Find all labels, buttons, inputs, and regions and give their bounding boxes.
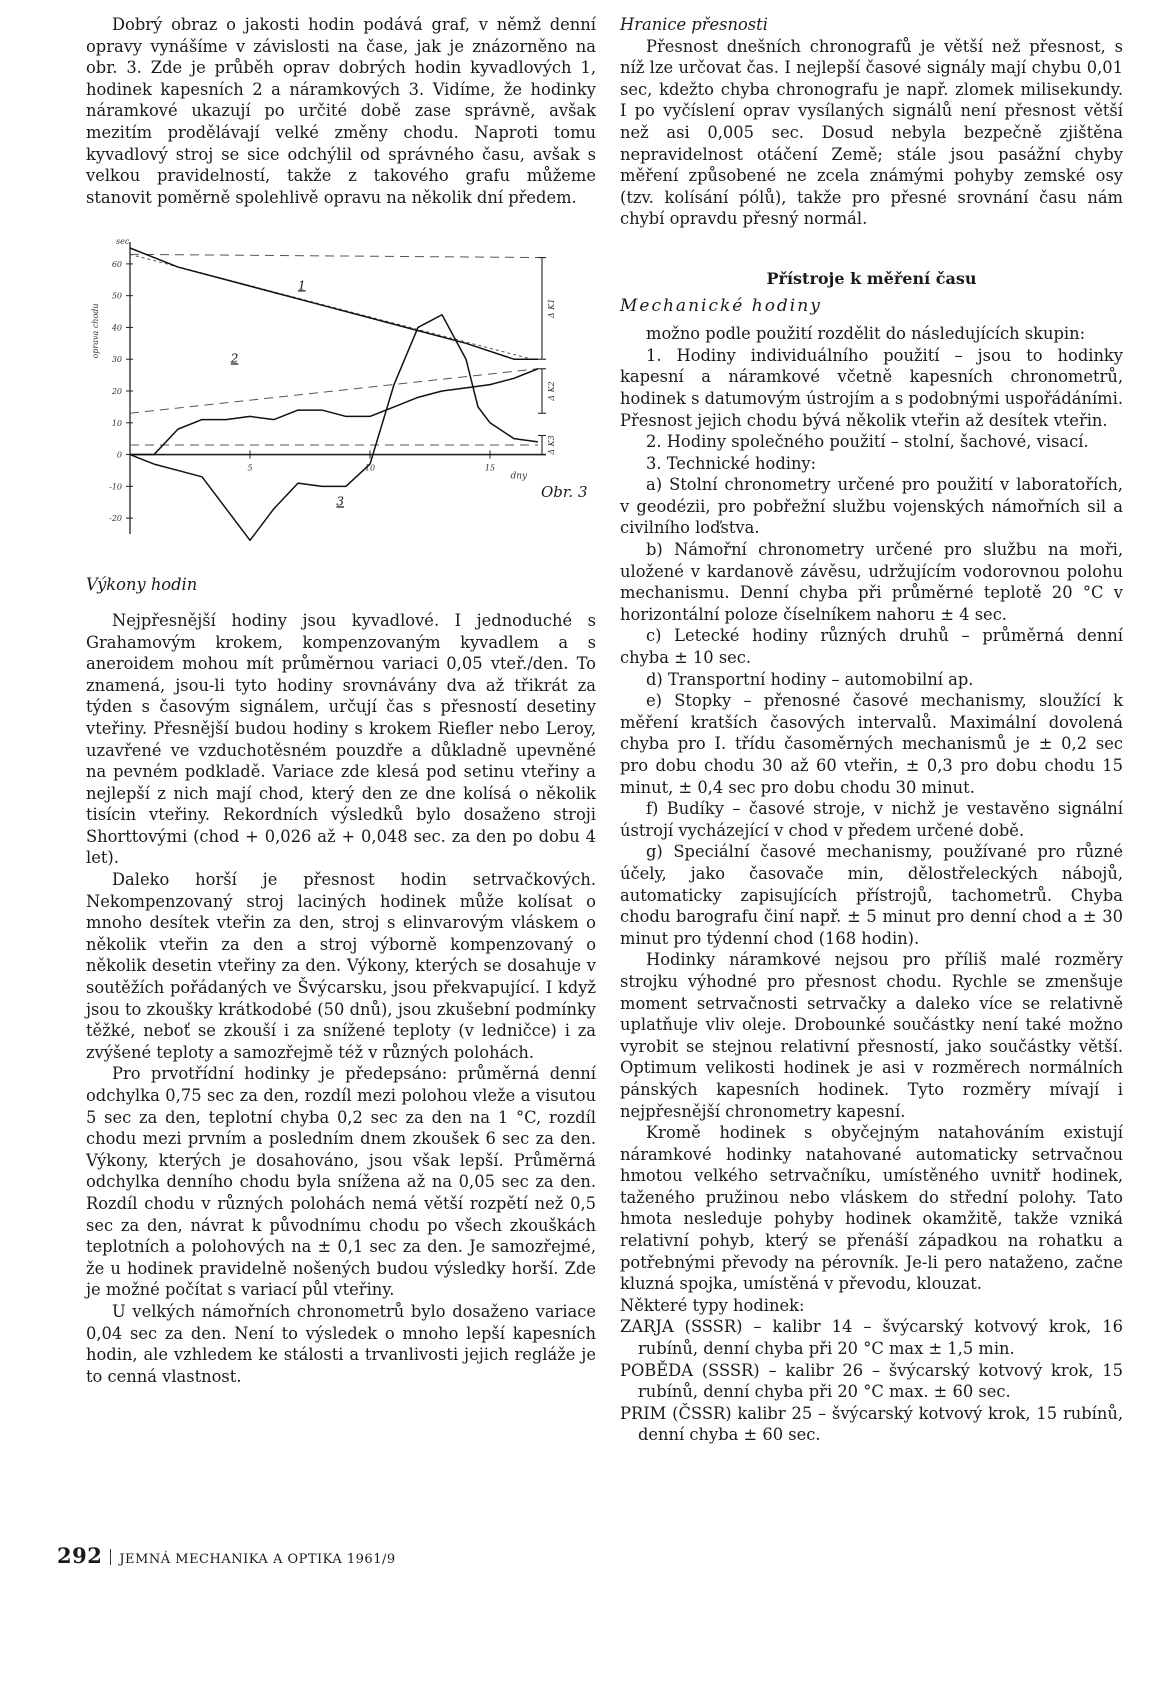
list-item: 1. Hodiny individuálního použití – jsou to hodinky kapesní a náramkové včetně kapesních chronometrů, hodinek s datumovým ústrojím a s podobnými uspořádáními. Přesnost jejich chodu bývá několik vteřin až desítek vteřin.	[620, 345, 1123, 430]
series-3-line	[130, 315, 538, 541]
paragraph-wrist: Hodinky náramkové nejsou pro příliš malé rozměry strojku výhodné pro přesnost chodu. Rychle se zmenšuje moment setrvačnosti setrvačky a daleko více se relativně uplatňuje vliv oleje. Drobounké součástky není také možno vyrobit se stejnou relativní přesností, jako součástky větší. Optimum velikosti hodinek je asi v rozměrech normálních pánských kapesních hodinek. Tyto rozměry mívají i nejpřesnější chronometry kapesní.	[620, 950, 1123, 1121]
figure-caption: Výkony hodin	[86, 575, 198, 595]
list-item: e) Stopky – přenosné časové mechanismy, sloužící k měření kratších časových intervalů. Maximální dovolená chyba pro I. třídu časoměrných mechanismů je ± 0,2 sec pro dobu chodu 30 až 60 vteřin, ± 0,3 pro dobu chodu 15 minut, ± 0,4 sec pro dobu chodu 30 minut.	[620, 691, 1123, 797]
footer-divider	[110, 1549, 111, 1565]
left-column	[86, 14, 596, 1387]
paragraph-balance: Daleko horší je přesnost hodin setrvačkových. Nekompenzovaný stroj laciných hodinek může kolísat o mnoho desítek vteřin za den, stroj s elinvarovým vláskem o několik vteřin za den a stroj výborně kompenzovaný o několik desetin vteřiny za den. Výkony, kterých se dosahuje v soutěžích pořádaných ve Švýcarsku, jsou překvapující. I když jsou to zkoušky krátkodobé (50 dnů), jsou zkušební podmínky těžké, neboť se zkouší i za snížené teploty (v ledničce) i za zvýšené teploty a samozřejmě též v různých polohách.	[86, 870, 596, 1062]
y-tick-label: 50	[111, 292, 122, 302]
x-tick-label: 10	[364, 463, 376, 473]
y-tick-label: 0	[116, 450, 122, 460]
list-item: b) Námořní chronometry určené pro službu na moři, uložené v kardanově závěsu, udržujícím vodorovnou polohu mechanismu. Denní chyba při průměrné teplotě 20 °C v horizontální poloze číselníkem nahoru ± 4 sec.	[620, 540, 1123, 624]
list-item: a) Stolní chronometry určené pro použití v laboratořích, v geodézii, pro pobřežní službu vojenských námořních sil a civilního loďstva.	[620, 475, 1123, 538]
paragraph-precision: Přesnost dnešních chronografů je větší než přesnost, s níž lze určovat čas. I nejlepší časové signály mají chybu 0,01 sec, kdežto chyba chronografu je např. zlomek milisekundy. I po vyčíslení oprav vysílaných signálů není přesnost větší než asi 0,005 sec. Dosud nebyla bezpečně zjištěna nepravidelnost otáčení Země; stále jsou pasážní chyby měření způsobené ne zcela známými pohyby zemské osy (tzv. kolísání pólů), takže pro přesné srovnání času nám chybí opravdu přesný normál.	[620, 36, 1123, 229]
list-item: d) Transportní hodiny – automobilní ap.	[646, 669, 974, 689]
watch-type: PRIM (ČSSR) kalibr 25 – švýcarský kotvový krok, 15 rubínů, denní chyba ± 60 sec.	[620, 1403, 1123, 1445]
types-intro: Některé typy hodinek:	[620, 1295, 805, 1315]
y-tick-label: 40	[111, 323, 122, 333]
series-2-line	[130, 369, 538, 455]
list-item: f) Budíky – časové stroje, v nichž je vestavěno signální ústrojí vycházející v chod v předem určené době.	[620, 799, 1123, 840]
subheading: Mechanické hodiny	[620, 295, 822, 316]
watch-type: POBĚDA (SSSR) – kalibr 26 – švýcarský kotvový krok, 15 rubínů, denní chyba při 20 °C max. ± 60 sec.	[620, 1360, 1123, 1402]
paragraph-chronometers: U velkých námořních chronometrů bylo dosaženo variace 0,04 sec za den. Není to výsledek o mnoho lepší kapesních hodin, ale vzhledem ke stálosti a trvanlivosti jejich regláže je to cenná vlastnost.	[86, 1301, 596, 1386]
paragraph-first-class: Pro prvotřídní hodinky je předepsáno: průměrná denní odchylka 0,75 sec za den, rozdíl mezi polohou vleže a visutou 5 sec za den, teplotní chyba 0,2 sec za den na 1 °C, rozdíl chodu mezi prvním a posledním dnem zkoušek 6 sec za den. Výkony, kterých je dosahováno, jsou však lepší. Průměrná odchylka denního chodu byla snížena až na 0,05 sec za den. Rozdíl chodu v různých polohách nemá větší rozpětí než 0,5 sec za den, návrat k původnímu chodu po všech zkouškách teplotních a polohových na ± 0,1 sec za den. Je samozřejmé, že u hodinek pravidelně nošených budou výsledky horší. Zde je možné počítat s variací půl vteřiny.	[86, 1064, 596, 1300]
series-2-label: 2	[230, 351, 239, 366]
y-unit-label: sec	[116, 237, 130, 247]
series-1-label: 1	[298, 278, 306, 293]
list-item: 2. Hodiny společného použití – stolní, šachové, visací.	[646, 432, 1089, 452]
series-3-label: 3	[336, 494, 345, 509]
y-tick-label: 60	[111, 260, 122, 270]
delta-label: Δ K2	[547, 381, 556, 402]
reference-line-1	[130, 255, 538, 258]
y-tick-label: 20	[111, 387, 122, 397]
y-tick-label: -20	[109, 514, 122, 524]
delta-label: Δ K1	[547, 299, 556, 319]
section-title: Hranice přesnosti	[620, 15, 768, 34]
watch-performance-chart	[86, 234, 586, 554]
page-footer	[57, 1543, 396, 1568]
watch-type: ZARJA (SSSR) – kalibr 14 – švýcarský kotvový krok, 16 rubínů, denní chyba při 20 °C max ± 1,5 min.	[620, 1317, 1123, 1359]
paragraph-pendulum: Nejpřesnější hodiny jsou kyvadlové. I jednoduché s Grahamovým krokem, kompenzovaným kyvadlem a s aneroidem mohou mít průměrnou variaci 0,05 vteř./den. To znamená, jsou-li tyto hodiny srovnávány dva až třikrát za týden s časovým signálem, určují čas s přesností desetiny vteřiny. Přesnější budou hodiny s krokem Riefler nebo Leroy, uzavřené ve vzduchotěsném pouzdře a důkladně upevněné na pevném podkladě. Variace zde klesá pod setinu vteřiny a nejlepší z nich mají chod, který den ze dne kolísá o několik tisícin vteřiny. Rekordních výsledků bylo dosaženo stroji Shorttovými (chod + 0,026 až + 0,048 sec. za den po dobu 4 let).	[86, 610, 596, 868]
trend-line-2	[130, 369, 538, 413]
right-column	[620, 14, 1123, 1446]
x-tick-label: 5	[247, 463, 253, 473]
delta-label: Δ K3	[547, 435, 556, 456]
y-tick-label: 10	[111, 419, 122, 429]
paragraph-automatic: Kromě hodinek s obyčejným natahováním existují náramkové hodinky natahované automaticky setrvačnou hmotou velkého setrvačníku, umístěného uvnitř hodinek, taženého pružinou nebo vláskem do střední polohy. Tato hmota nesleduje pohyby hodinek okamžitě, takže vzniká relativní pohyb, který se přenáší západkou na rohatku a potřebnými převody na pérovník. Je-li pero nataženo, začne kluzná spojka, umístěná v převodu, klouzat.	[620, 1123, 1123, 1294]
intro-paragraph: Dobrý obraz o jakosti hodin podává graf, v němž denní opravy vynášíme v závislosti na čase, jak je znázorněno na obr. 3. Zde je průběh oprav dobrých hodin kyvadlových 1, hodinek kapesních 2 a náramkových 3. Vidíme, že hodinky náramkové ukazují po určité době zase správně, avšak mezitím prodělávají velké změny chodu. Naproti tomu kyvadlový stroj se sice odchýlil od správného času, avšak s velkou pravidelností, takže z takového grafu můžeme stanovit poměrně spolehlivě opravu na několik dní předem.	[86, 15, 596, 207]
x-axis-label: dny	[510, 471, 528, 482]
list-item: g) Speciální časové mechanismy, používané pro různé účely, jako časovače min, dělostřeleckých nábojů, automaticky zapisujících přístrojů, tachometrů. Chyba chodu barografu činí např. ± 5 minut pro denní chod a ± 30 minut pro týdenní chod (168 hodin).	[620, 842, 1123, 948]
list-item: c) Letecké hodiny různých druhů – průměrná denní chyba ± 10 sec.	[620, 626, 1123, 668]
y-tick-label: 30	[111, 355, 122, 365]
journal-name: JEMNÁ MECHANIKA A OPTIKA 1961/9	[119, 1552, 396, 1567]
series-1-line	[130, 248, 538, 359]
figure-3	[86, 234, 596, 574]
y-axis-label: oprava chodu	[91, 303, 100, 359]
paragraph-groups: možno podle použití rozdělit do následujících skupin:	[646, 324, 1086, 344]
x-tick-label: 15	[484, 463, 496, 473]
figure-label: Obr. 3	[541, 483, 588, 502]
list-item: 3. Technické hodiny:	[646, 453, 817, 473]
page-number: 292	[57, 1543, 103, 1568]
heading: Přístroje k měření času	[766, 268, 977, 288]
y-tick-label: -10	[109, 482, 122, 492]
